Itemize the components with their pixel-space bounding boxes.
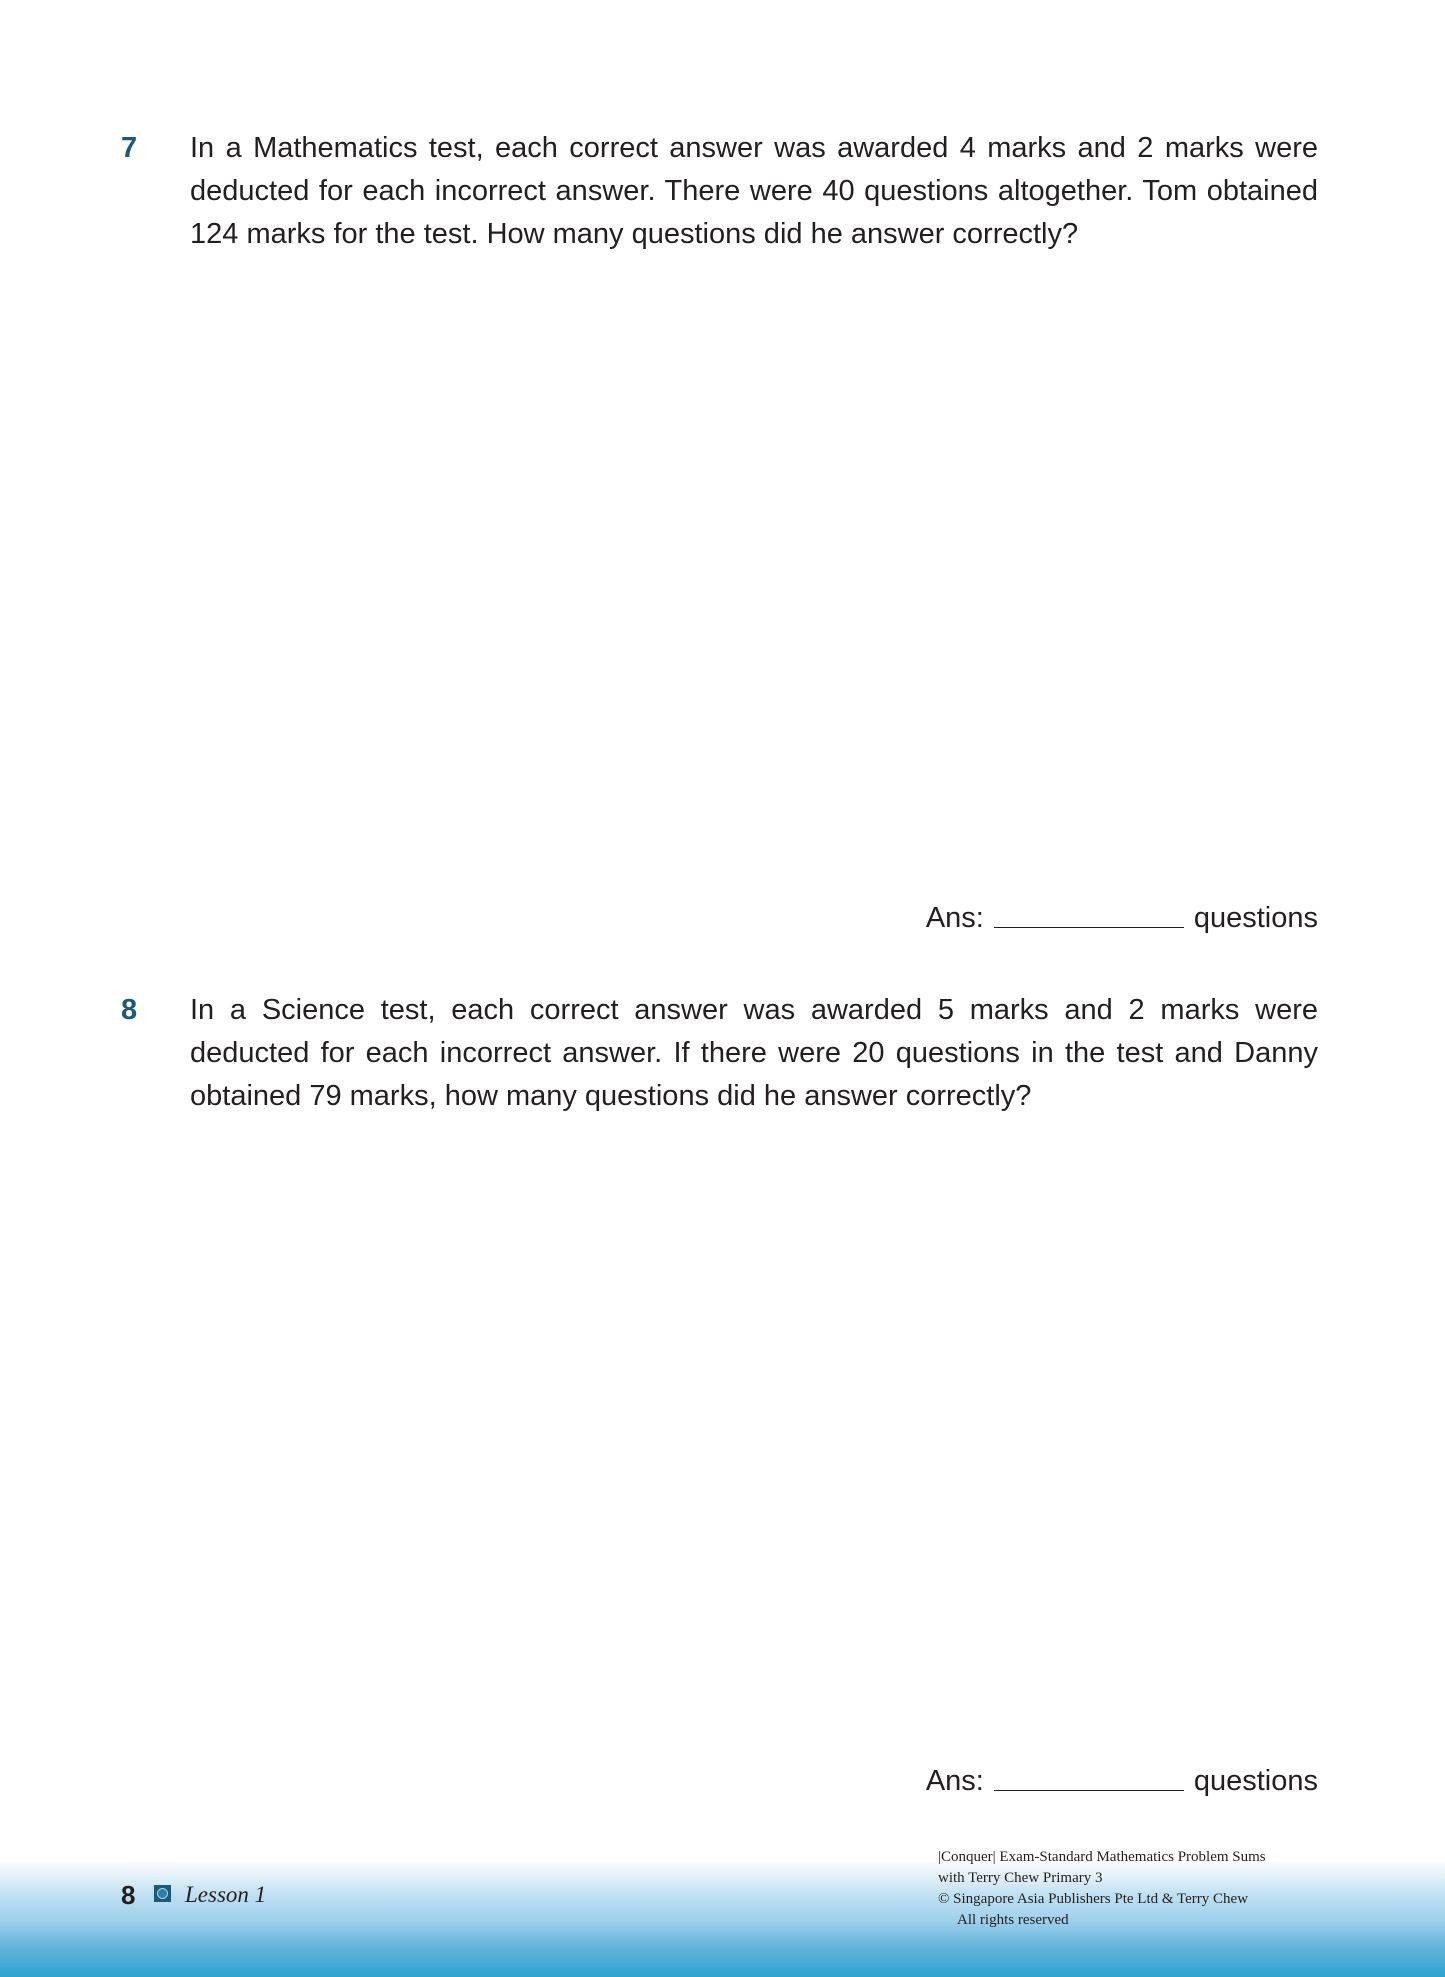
answer-blank[interactable] <box>994 927 1184 928</box>
page-footer <box>0 1849 1445 1977</box>
answer-blank[interactable] <box>994 1790 1184 1791</box>
credits-line: |Conquer| Exam-Standard Mathematics Problem Sums <box>938 1849 1266 1865</box>
credits-line: © Singapore Asia Publishers Pte Ltd & Terry Chew <box>938 1891 1249 1907</box>
question-number: 7 <box>121 132 138 164</box>
copyright-credits <box>938 1847 1338 1931</box>
credits-line: All rights reserved <box>957 1912 1069 1928</box>
page-number: 8 <box>121 1880 136 1910</box>
answer-row-7 <box>926 900 1318 936</box>
answer-unit: questions <box>1193 902 1318 934</box>
question-text: In a Mathematics test, each correct answer was awarded 4 marks and 2 marks were deducted for each incorrect answer. There were 40 questions altogether. Tom obtained 124 marks for the test. How many questions did he answer correctly? <box>190 132 1318 250</box>
question-text: In a Science test, each correct answer was awarded 5 marks and 2 marks were deducted for each incorrect answer. If there were 20 questions in the test and Danny obtained 79 marks, how many questions did he answer correctly? <box>190 994 1318 1112</box>
lesson-marker-icon <box>154 1885 171 1902</box>
answer-label: Ans: <box>925 1765 984 1797</box>
answer-label: Ans: <box>925 902 984 934</box>
credits-line: with Terry Chew Primary 3 <box>938 1870 1103 1886</box>
answer-row-8 <box>926 1763 1318 1799</box>
question-number: 8 <box>121 994 138 1026</box>
answer-unit: questions <box>1193 1765 1318 1797</box>
lesson-label: Lesson 1 <box>185 1882 267 1907</box>
